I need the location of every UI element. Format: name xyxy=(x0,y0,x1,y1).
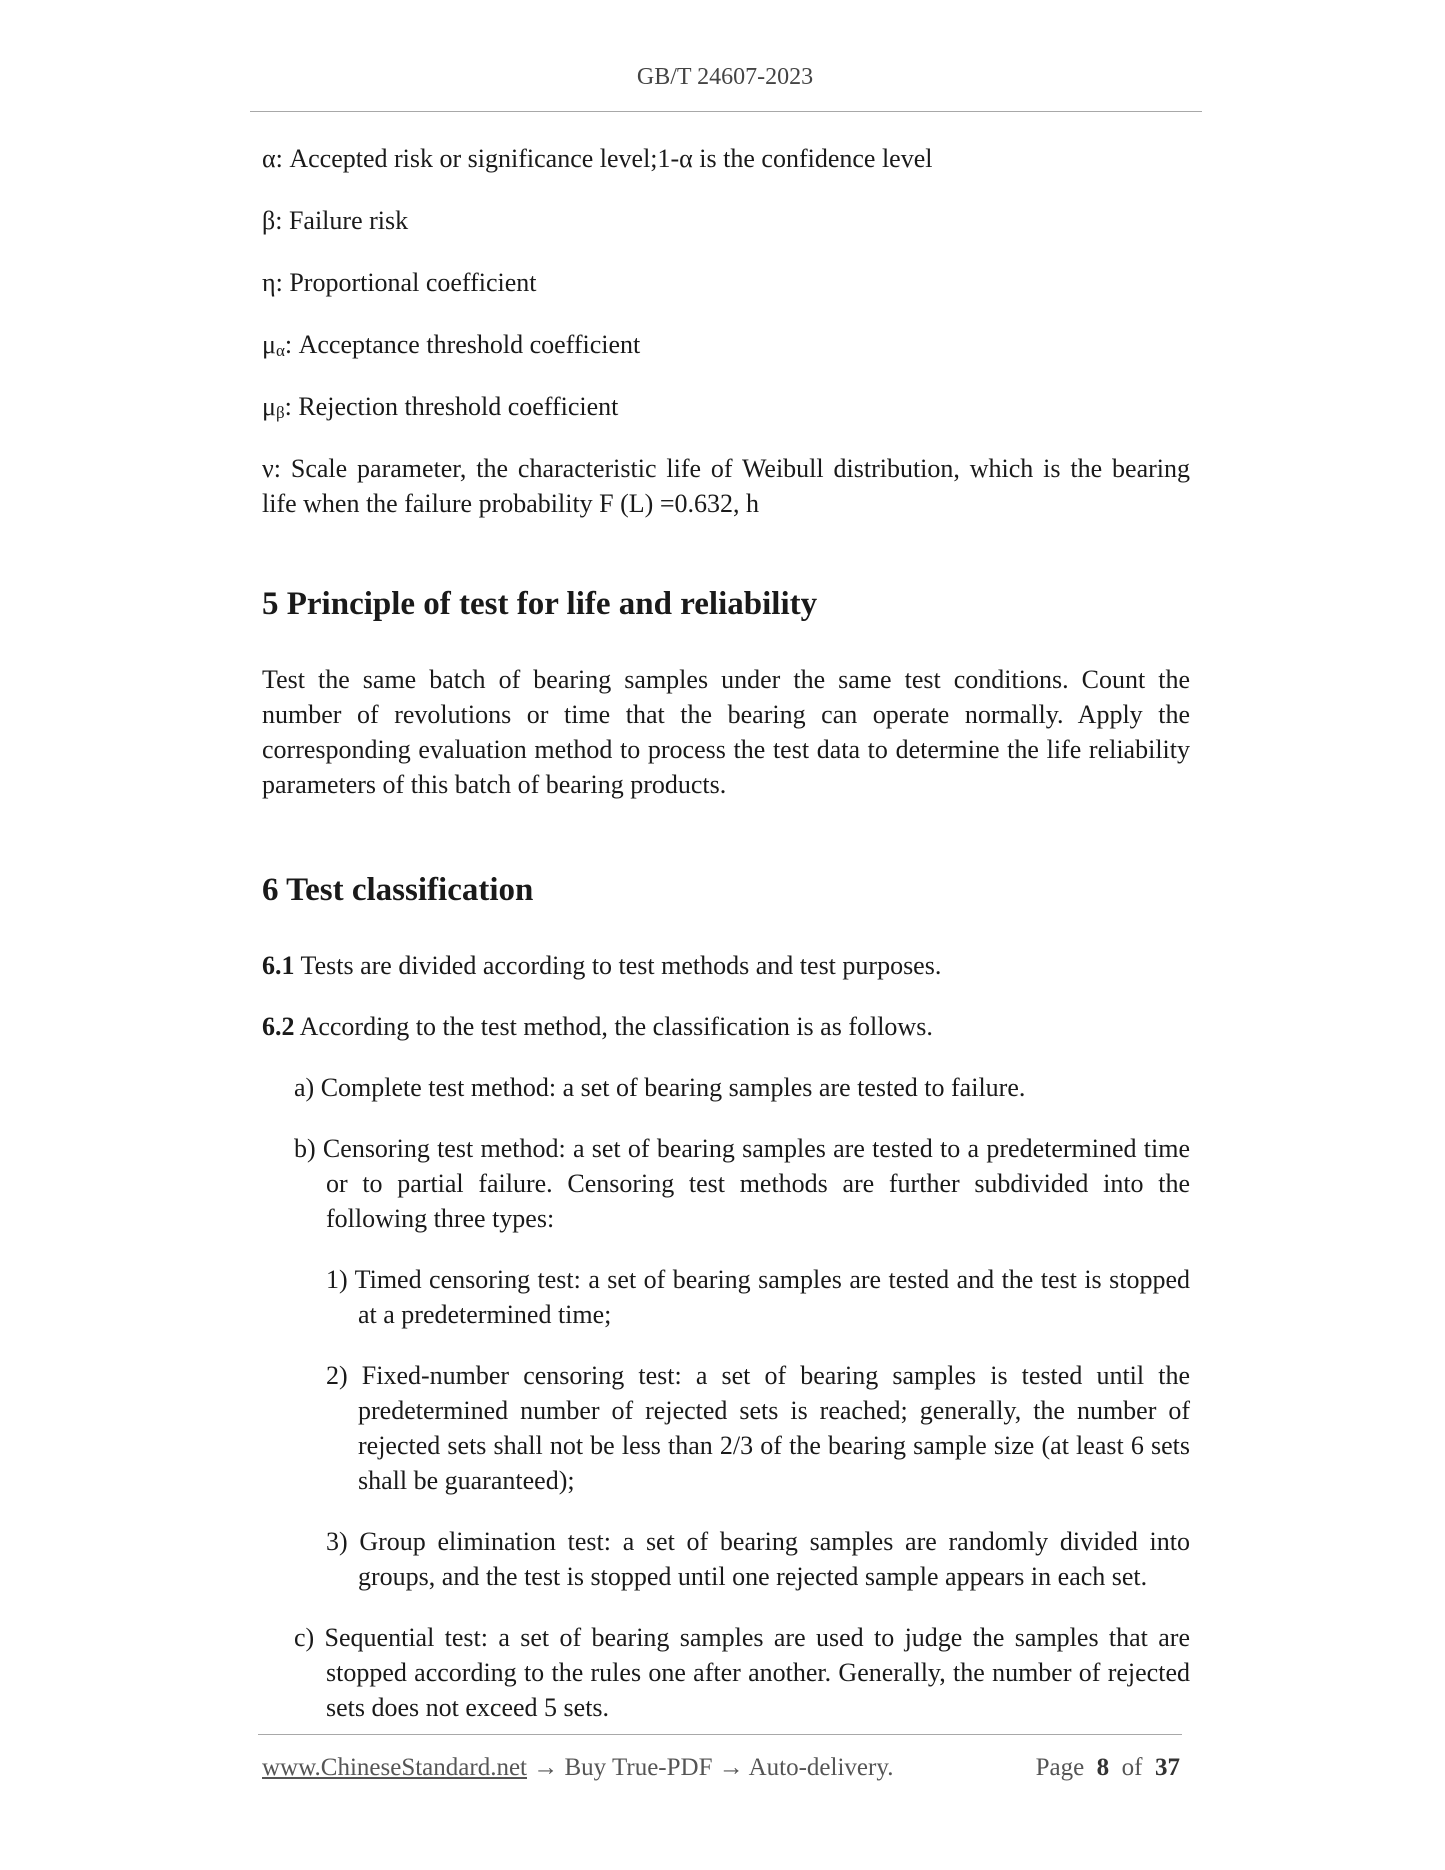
header-title: GB/T 24607-2023 xyxy=(636,64,814,90)
symbol-definition: : Failure risk xyxy=(275,206,409,235)
symbol-subscript: β xyxy=(275,403,285,422)
clause-text: Tests are divided according to test methods and test purposes. xyxy=(294,951,942,980)
page-label: Page xyxy=(1035,1754,1085,1781)
symbol-mu-beta xyxy=(262,389,1190,424)
list-item-c: c) Sequential test: a set of bearing samples are used to judge the samples that are stopped according to the rules one after another. Generally, the number of rejected sets does not exceed 5 sets. xyxy=(294,1623,1190,1722)
section-5-heading: 5 Principle of test for life and reliability xyxy=(262,586,818,622)
list-item-b: b) Censoring test method: a set of bearing samples are tested to a predetermined time or to partial failure. Censoring test methods are further subdivided into the following three types: xyxy=(294,1134,1190,1233)
clause-text: According to the test method, the classification is as follows. xyxy=(294,1012,933,1041)
list-item-a: a) Complete test method: a set of bearing samples are tested to failure. xyxy=(294,1073,1026,1102)
section-6-heading: 6 Test classification xyxy=(262,872,534,908)
footer-delivery-text: Auto-delivery. xyxy=(743,1754,894,1781)
clause-6-2 xyxy=(262,1009,1190,1044)
of-label: of xyxy=(1121,1754,1143,1781)
clause-6-1 xyxy=(262,948,1190,983)
symbol-subscript: α xyxy=(275,341,285,360)
footer-buy-text: Buy True-PDF xyxy=(558,1754,719,1781)
symbol-beta xyxy=(262,203,1190,238)
footer-site-link[interactable]: www.ChineseStandard.net xyxy=(262,1754,527,1781)
page-total: 37 xyxy=(1155,1754,1180,1781)
symbol-char: α xyxy=(262,144,276,173)
list-item-b3: 3) Group elimination test: a set of bearing samples are randomly divided into groups, and the test is stopped until one rejected sample appears in each set. xyxy=(326,1527,1190,1591)
symbol-nu xyxy=(262,451,1190,521)
list-item-b2: 2) Fixed-number censoring test: a set of bearing samples is tested until the predetermined number of rejected sets is reached; generally, the number of rejected sets shall not be less than 2/3 of the bearing sample size (at least 6 sets shall be guaranteed); xyxy=(326,1361,1190,1495)
footer-rule xyxy=(258,1734,1182,1735)
symbol-definition: : Proportional coefficient xyxy=(275,268,537,297)
page-content xyxy=(262,141,1190,1725)
symbol-mu-alpha xyxy=(262,327,1190,362)
symbol-definition: : Rejection threshold coefficient xyxy=(284,392,619,421)
arrow-right-icon: → xyxy=(718,1754,744,1781)
symbol-char: ν xyxy=(262,454,274,483)
symbol-definition: : Accepted risk or significance level;1-α is the confidence level xyxy=(275,144,933,173)
symbol-definition: : Scale parameter, the characteristic life of Weibull distribution, which is the bearing life when the failure probability F (L) =0.632, h xyxy=(262,454,1190,518)
symbol-char: η xyxy=(262,268,276,297)
symbol-definition: : Acceptance threshold coefficient xyxy=(284,330,641,359)
symbol-char: β xyxy=(262,206,276,235)
clause-number: 6.2 xyxy=(262,1012,295,1041)
section-5-body: Test the same batch of bearing samples under the same test conditions. Count the number of revolutions or time that the bearing can operate normally. Apply the corresponding evaluation method to process the test data to determine the life reliability parameters of this batch of bearing products. xyxy=(262,665,1190,799)
header-rule xyxy=(250,111,1202,112)
symbol-char: μ xyxy=(262,392,276,421)
symbol-eta xyxy=(262,265,1190,300)
arrow-right-icon: → xyxy=(533,1754,559,1781)
footer xyxy=(262,1752,1180,1784)
symbol-alpha xyxy=(262,141,1190,176)
page-indicator xyxy=(1036,1752,1180,1784)
clause-number: 6.1 xyxy=(262,951,295,980)
page-number: 8 xyxy=(1096,1754,1110,1781)
list-item-b1: 1) Timed censoring test: a set of bearing samples are tested and the test is stopped at a predetermined time; xyxy=(326,1265,1190,1329)
symbol-char: μ xyxy=(262,330,276,359)
